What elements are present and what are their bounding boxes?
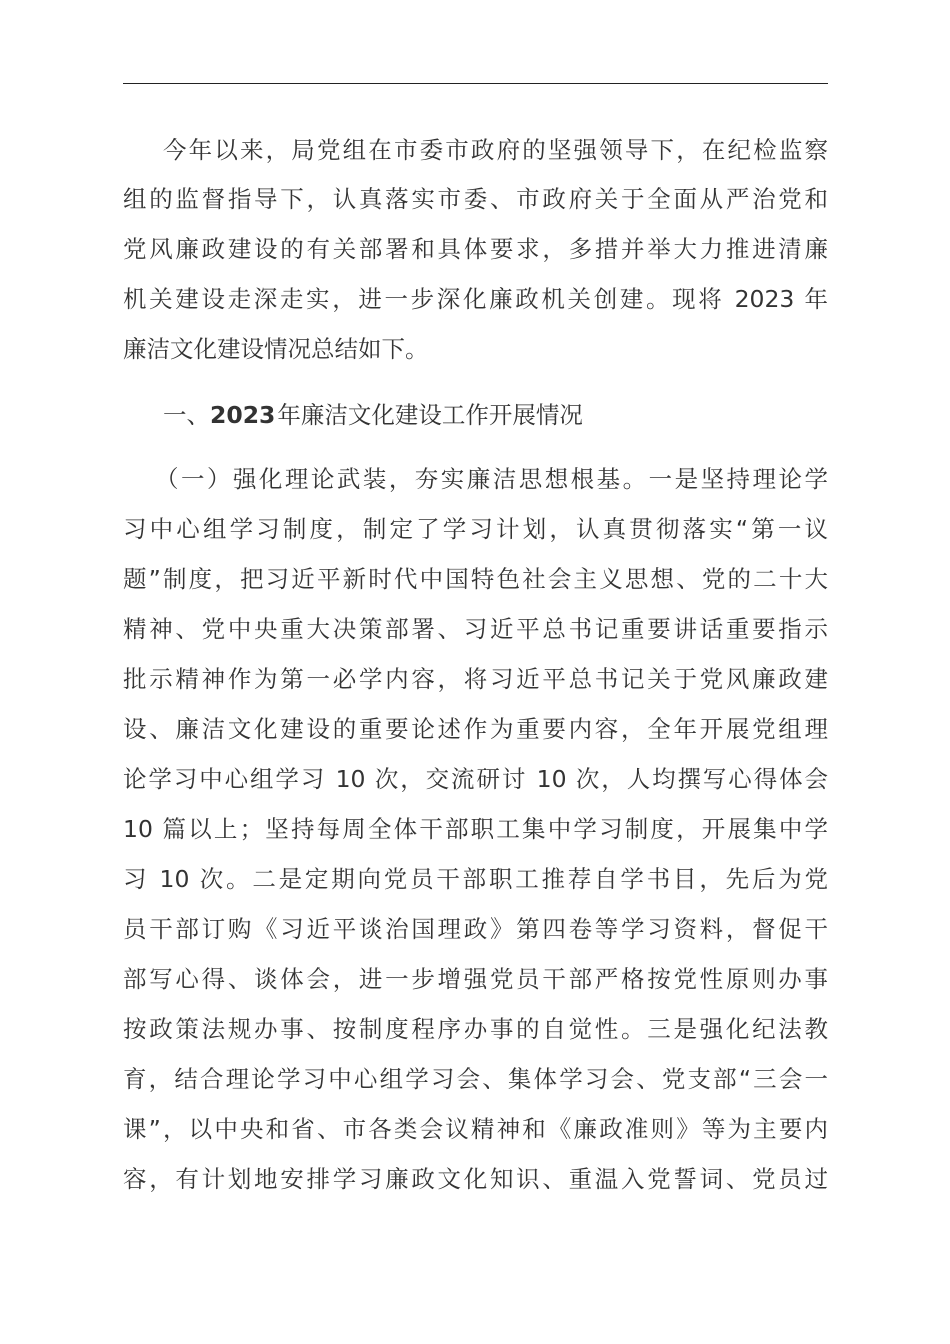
paragraph-line: 廉洁文化建设情况总结如下。 [123,335,429,363]
paragraph-line: 部写心得、谈体会，进一步增强党员干部严格按党性原则办事 [123,965,828,993]
paragraph-line: 容，有计划地安排学习廉政文化知识、重温入党誓词、党员过 [123,1165,828,1193]
paragraph-line: 机关建设走深走实，进一步深化廉政机关创建。现将 2023 年 [123,285,828,313]
paragraph-line: 育，结合理论学习中心组学习会、集体学习会、党支部“三会一 [123,1065,828,1093]
paragraph-line: 习 10 次。二是定期向党员干部职工推荐自学书目，先后为党 [123,865,828,893]
heading-year: 2023 [210,401,276,429]
paragraph-line: 党风廉政建设的有关部署和具体要求，多措并举大力推进清廉 [123,235,828,263]
paragraph-line: 按政策法规办事、按制度程序办事的自觉性。三是强化纪法教 [123,1015,828,1043]
paragraph-line: 10 篇以上；坚持每周全体干部职工集中学习制度，开展集中学 [123,815,828,843]
paragraph-line: 批示精神作为第一必学内容，将习近平总书记关于党风廉政建 [123,665,828,693]
section-heading [163,393,583,437]
paragraph-line: 设、廉洁文化建设的重要论述作为重要内容，全年开展党组理 [123,715,828,743]
paragraph-line: 习中心组学习制度，制定了学习计划，认真贯彻落实“第一议 [123,515,828,543]
paragraph-line: （一）强化理论武装，夯实廉洁思想根基。一是坚持理论学 [155,465,828,493]
heading-text: 年廉洁文化建设工作开展情况 [277,401,583,429]
paragraph-line: 课”，以中央和省、市各类会议精神和《廉政准则》等为主要内 [123,1115,828,1143]
paragraph-line: 今年以来，局党组在市委市政府的坚强领导下，在纪检监察 [163,136,828,164]
paragraph-line: 题”制度，把习近平新时代中国特色社会主义思想、党的二十大 [123,565,828,593]
paragraph-line: 组的监督指导下，认真落实市委、市政府关于全面从严治党和 [123,185,828,213]
paragraph-line: 论学习中心组学习 10 次，交流研讨 10 次，人均撰写心得体会 [123,765,828,793]
paragraph-line: 精神、党中央重大决策部署、习近平总书记重要讲话重要指示 [123,615,828,643]
header-rule [123,83,828,84]
heading-prefix: 一、 [163,401,210,429]
paragraph-line: 员干部订购《习近平谈治国理政》第四卷等学习资料，督促干 [123,915,828,943]
